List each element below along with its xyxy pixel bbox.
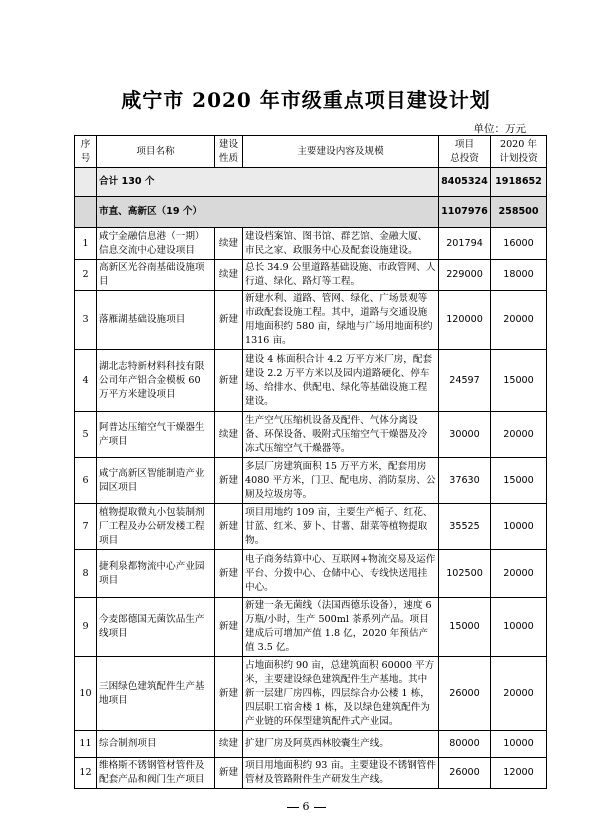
header-total: 项目 总投资 bbox=[439, 136, 491, 168]
row-content: 占地面积约 90 亩，总建筑面积 60000 平方米，主要建设绿色建筑配件生产基地。其中新一层建厂房四栋，四层综合办公楼 1 栋，四层职工宿舍楼 1 栋，及以绿色建筑配件为产业链的环保型建筑配件式产业园。 bbox=[243, 657, 439, 731]
row-total-investment: 15000 bbox=[439, 598, 491, 657]
page-number bbox=[0, 800, 612, 813]
row-seq: 6 bbox=[75, 458, 97, 504]
table-row bbox=[75, 412, 547, 458]
table-row bbox=[75, 598, 547, 657]
header-name: 项目名称 bbox=[97, 136, 215, 168]
header-seq: 序号 bbox=[75, 136, 97, 168]
row-content: 建设档案馆、图书馆、群艺馆、金融大厦、市民之家、政服务中心及配套设施建设。 bbox=[243, 228, 439, 260]
row-project-name: 维格斯不锈钢管材管件及配套产品和阀门生产项目 bbox=[97, 758, 215, 789]
row-content: 项目用地面积约 93 亩。主要建设不锈钢管件管材及管路附件生产研发生产线。 bbox=[243, 758, 439, 789]
row-seq: 9 bbox=[75, 598, 97, 657]
row-project-name: 三困绿色建筑配件生产基地项目 bbox=[97, 657, 215, 731]
table-row bbox=[75, 291, 547, 350]
row-nature: 新建 bbox=[215, 550, 243, 598]
row-project-name: 综合制剂项目 bbox=[97, 731, 215, 758]
row-project-name: 阿普达压缩空气干燥器生产项目 bbox=[97, 412, 215, 458]
row-total-investment: 26000 bbox=[439, 657, 491, 731]
row-content: 扩建厂房及阿莫西林胶囊生产线。 bbox=[243, 731, 439, 758]
row-nature: 续建 bbox=[215, 228, 243, 260]
row-seq: 7 bbox=[75, 504, 97, 550]
row-plan-investment: 20000 bbox=[491, 412, 547, 458]
section-total: 1107976 bbox=[439, 197, 491, 228]
row-content: 电子商务结算中心、互联网+物流交易及运作平台、分拨中心、仓储中心、专线快送甩挂中心。 bbox=[243, 550, 439, 598]
row-nature: 新建 bbox=[215, 458, 243, 504]
row-plan-investment: 20000 bbox=[491, 291, 547, 350]
row-seq: 10 bbox=[75, 657, 97, 731]
header-content: 主要建设内容及规模 bbox=[243, 136, 439, 168]
row-content: 新建一条无菌线（法国西德乐设备），速度 6 万瓶/小时，生产 500ml 茶系列产品。项目建成后可增加产值 1.8 亿，2020 年预估产值 3.5 亿。 bbox=[243, 598, 439, 657]
row-content: 总长 34.9 公里道路基础设施、市政管网、人行道、绿化、路灯等工程。 bbox=[243, 260, 439, 291]
row-project-name: 湖北志特新材料科技有限公司年产铝合金模板 60 万平方米建设项目 bbox=[97, 350, 215, 412]
row-total-investment: 80000 bbox=[439, 731, 491, 758]
table-header-row bbox=[75, 136, 547, 168]
row-project-name: 植物提取微丸小包装制剂厂工程及办公研发楼工程项目 bbox=[97, 504, 215, 550]
row-content: 项目用地约 109 亩，主要生产栀子、红花、甘蓝、红米、萝卜、甘薯、甜菜等植物提取物。 bbox=[243, 504, 439, 550]
header-plan: 2020 年 计划投资 bbox=[491, 136, 547, 168]
page-dash-right bbox=[314, 807, 326, 808]
row-seq: 11 bbox=[75, 731, 97, 758]
unit-label: 单位：万元 bbox=[473, 123, 526, 135]
table-row bbox=[75, 260, 547, 291]
row-total-investment: 24597 bbox=[439, 350, 491, 412]
section-plan: 258500 bbox=[491, 197, 547, 228]
row-seq: 4 bbox=[75, 350, 97, 412]
row-total-investment: 35525 bbox=[439, 504, 491, 550]
row-nature: 新建 bbox=[215, 758, 243, 789]
row-project-name: 咸宁金融信息港（一期）信息交流中心建设项目 bbox=[97, 228, 215, 260]
table-row bbox=[75, 550, 547, 598]
row-total-investment: 102500 bbox=[439, 550, 491, 598]
row-nature: 新建 bbox=[215, 504, 243, 550]
row-plan-investment: 15000 bbox=[491, 458, 547, 504]
row-seq: 5 bbox=[75, 412, 97, 458]
table-row bbox=[75, 350, 547, 412]
row-plan-investment: 12000 bbox=[491, 758, 547, 789]
row-seq: 2 bbox=[75, 260, 97, 291]
row-content: 生产空气压缩机设备及配件、气体分离设备、环保设备、吸附式压缩空气干燥器及冷冻式压缩空气干燥器等。 bbox=[243, 412, 439, 458]
row-content: 新建水利、道路、管网、绿化、广场景观等市政配套设施工程。其中，道路与交通设施用地面积约 580 亩，绿地与广场用地面积约 1316 亩。 bbox=[243, 291, 439, 350]
summary-row bbox=[75, 168, 547, 197]
section-seq bbox=[75, 197, 97, 228]
row-total-investment: 229000 bbox=[439, 260, 491, 291]
row-nature: 续建 bbox=[215, 412, 243, 458]
table-row bbox=[75, 731, 547, 758]
row-total-investment: 201794 bbox=[439, 228, 491, 260]
row-seq: 8 bbox=[75, 550, 97, 598]
row-nature: 新建 bbox=[215, 350, 243, 412]
row-project-name: 捷利泉都物流中心产业园项目 bbox=[97, 550, 215, 598]
row-content: 多层厂房建筑面积 15 万平方米，配套用房 4080 平方米，门卫、配电房、消防泵房、公厕及垃圾房等。 bbox=[243, 458, 439, 504]
project-table bbox=[74, 135, 547, 789]
summary-total: 8405324 bbox=[439, 168, 491, 197]
row-seq: 3 bbox=[75, 291, 97, 350]
table-row bbox=[75, 458, 547, 504]
row-nature: 续建 bbox=[215, 731, 243, 758]
row-nature: 新建 bbox=[215, 291, 243, 350]
row-plan-investment: 15000 bbox=[491, 350, 547, 412]
row-project-name: 今麦郎德国无菌饮品生产线项目 bbox=[97, 598, 215, 657]
row-plan-investment: 20000 bbox=[491, 550, 547, 598]
summary-seq bbox=[75, 168, 97, 197]
row-plan-investment: 10000 bbox=[491, 504, 547, 550]
section-row bbox=[75, 197, 547, 228]
row-plan-investment: 16000 bbox=[491, 228, 547, 260]
table-row bbox=[75, 228, 547, 260]
row-content: 建设 4 栋面积合计 4.2 万平方米厂房，配套建设 2.2 万平方米以及园内道路硬化、停车场、给排水、供配电、绿化等基础设施工程建设。 bbox=[243, 350, 439, 412]
summary-label: 合计 130 个 bbox=[97, 168, 439, 197]
row-nature: 新建 bbox=[215, 657, 243, 731]
row-project-name: 落雁湖基础设施项目 bbox=[97, 291, 215, 350]
row-project-name: 咸宁高新区智能制造产业园区项目 bbox=[97, 458, 215, 504]
page-dash-left bbox=[287, 807, 299, 808]
row-project-name: 高新区光谷南基础设施项目 bbox=[97, 260, 215, 291]
row-total-investment: 120000 bbox=[439, 291, 491, 350]
table-row bbox=[75, 758, 547, 789]
table-row bbox=[75, 504, 547, 550]
row-total-investment: 37630 bbox=[439, 458, 491, 504]
row-total-investment: 26000 bbox=[439, 758, 491, 789]
row-nature: 新建 bbox=[215, 598, 243, 657]
page-number-value: 6 bbox=[302, 800, 310, 813]
section-label: 市直、高新区（19 个） bbox=[97, 197, 439, 228]
summary-plan: 1918652 bbox=[491, 168, 547, 197]
page-title: 咸宁市 2020 年市级重点项目建设计划 bbox=[121, 88, 491, 112]
row-plan-investment: 10000 bbox=[491, 598, 547, 657]
row-plan-investment: 10000 bbox=[491, 731, 547, 758]
row-seq: 1 bbox=[75, 228, 97, 260]
row-seq: 12 bbox=[75, 758, 97, 789]
table-row bbox=[75, 657, 547, 731]
row-total-investment: 30000 bbox=[439, 412, 491, 458]
row-plan-investment: 18000 bbox=[491, 260, 547, 291]
row-plan-investment: 20000 bbox=[491, 657, 547, 731]
header-nature: 建设 性质 bbox=[215, 136, 243, 168]
row-nature: 续建 bbox=[215, 260, 243, 291]
